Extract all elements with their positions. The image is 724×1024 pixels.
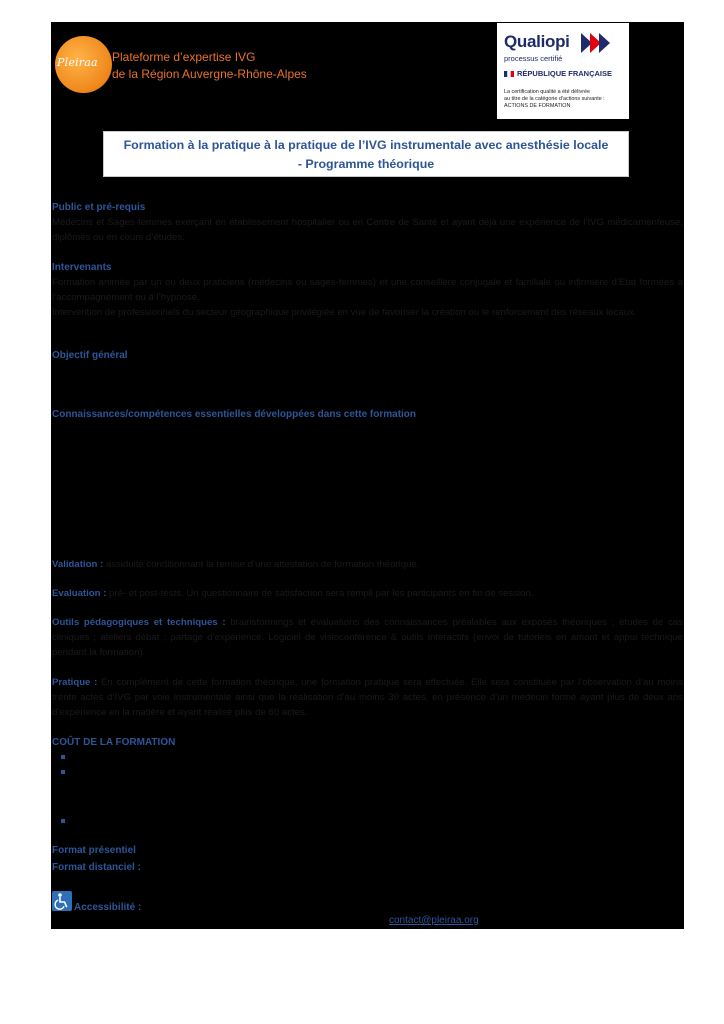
qualiopi-subtitle: processus certifié — [504, 54, 563, 63]
qualiopi-badge — [497, 23, 629, 119]
accessibilite-label: Accessibilité : — [74, 902, 142, 913]
document-title-box — [103, 131, 629, 177]
format-distanciel-label: Format distanciel : — [52, 862, 141, 873]
cout-bullet-2 — [61, 770, 65, 774]
evaluation-paragraph — [52, 586, 683, 601]
contact-email-link[interactable]: contact@pleiraa.org — [389, 915, 479, 926]
org-name-line2: de la Région Auvergne-Rhône-Alpes — [112, 67, 307, 81]
pratique-text: En complément de cette formation théorique, une formation pratique sera effectuée. Elle sera constituée par l’observation d’au moins trente actes d’IVG par voie instrumentale ainsi que la réalisation d’au moins 30 actes, en présence d’un médecin formé ayant plus de deux ans d’expérience en la matière et ayant réalisé plus de 60 actes. — [52, 677, 683, 718]
document-page — [51, 22, 684, 929]
validation-text: assiduité conditionnant la remise d’une attestation de formation théorique. — [105, 559, 420, 570]
format-presentiel-label: Format présentiel — [52, 845, 136, 856]
public-text: Médecins et Sages-femmes exerçant en établissement hospitalier ou en Centre de Santé et ayant déjà une expérience de l’IVG médicamenteuse, diplômés ou en cours d’études. — [52, 217, 683, 243]
certification-line1: La certification qualité a été délivrée — [504, 89, 591, 95]
qualiopi-brand: Qualiopi — [504, 32, 570, 51]
cout-bullet-3 — [61, 819, 65, 823]
logo-text: Pleiraa — [57, 56, 98, 69]
pratique-label: Pratique : — [52, 677, 98, 688]
validation-paragraph — [52, 557, 683, 572]
evaluation-label: Evaluation : — [52, 588, 107, 599]
intervenants-text-2: Intervention de professionnels du secteur géographique privilégiée en vue de favoriser la création ou le renforcement des réseaux locaux. — [52, 307, 637, 318]
evaluation-text: pré- et post-tests. Un questionnaire de satisfaction sera rempli par les participants en fin de session. — [109, 588, 534, 599]
pratique-paragraph — [52, 675, 683, 720]
document-title: Formation à la pratique à la pratique de l’IVG instrumentale avec anesthésie locale — [123, 138, 609, 152]
validation-label: Validation : — [52, 559, 104, 570]
certification-line2: au titre de la catégorie d’actions suivante : — [504, 96, 605, 102]
org-name-line1: Plateforme d’expertise IVG — [112, 50, 256, 64]
republique-francaise-label: RÉPUBLIQUE FRANÇAISE — [517, 69, 613, 78]
intervenants-heading: Intervenants — [52, 262, 112, 273]
cout-heading: COÛT DE LA FORMATION — [52, 737, 176, 748]
document-subtitle: - Programme théorique — [297, 157, 435, 171]
public-heading: Public et pré-requis — [52, 202, 146, 213]
intervenants-text-1: Formation animée par un ou deux praticiens (médecins ou sages-femmes) et une conseillère conjugale et familiale ou infirmière d’Etat formées à l’accompagnement ou à l’hypnose. — [52, 277, 683, 303]
accessibility-wheelchair-icon — [52, 891, 72, 911]
outils-text: brainstormings et évaluations des connaissances préalables aux exposés théoriques ; études de cas cliniques ; ateliers débat ; partage d’expérience. Logiciel de visioconférence & outils interactifs (envoi de tutoriels en amont et appui technique pendant la formation). — [52, 617, 684, 658]
french-flag-icon — [504, 71, 514, 77]
certification-line3: ACTIONS DE FORMATION — [504, 103, 571, 109]
qualiopi-arrows-icon — [581, 32, 611, 54]
objectif-heading: Objectif général — [52, 350, 128, 361]
outils-label: Outils pédagogiques et techniques : — [52, 617, 226, 628]
outils-paragraph — [52, 615, 683, 660]
competences-heading: Connaissances/compétences essentielles développées dans cette formation — [52, 409, 417, 420]
cout-bullet-1 — [61, 755, 65, 759]
